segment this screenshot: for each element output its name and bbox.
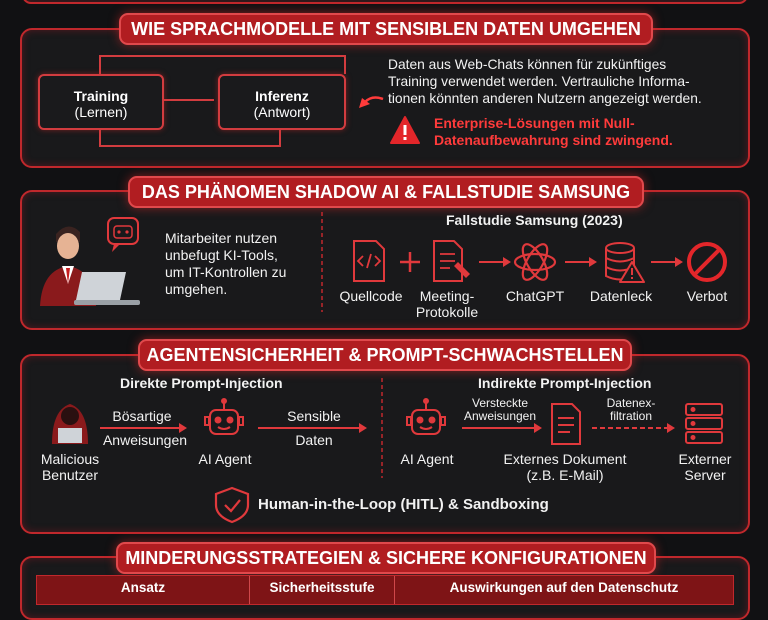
arrow-datenex: Datenex- xyxy=(606,396,656,410)
section1-title: WIE SPRACHMODELLE MIT SENSIBLEN DATEN UMGEHEN xyxy=(119,13,653,45)
samsung-case-title: Fallstudie Samsung (2023) xyxy=(446,212,623,228)
step-chatgpt: ChatGPT xyxy=(505,288,565,304)
robot-icon xyxy=(205,399,243,434)
training-subtitle: (Lernen) xyxy=(74,104,128,120)
malicious-label-1: Malicious xyxy=(40,451,100,467)
malicious-label-2: Benutzer xyxy=(41,467,99,483)
step-datenleck: Datenleck xyxy=(589,288,653,304)
desc-line-1: Daten aus Web-Chats können für zukünftiges xyxy=(388,57,667,72)
arrow-boesartige: Bösartige xyxy=(112,408,172,424)
hitl-label: Human-in-the-Loop (HITL) & Sandboxing xyxy=(258,496,549,513)
header-auswirkungen: Auswirkungen auf den Datenschutz xyxy=(449,580,679,595)
training-title: Training xyxy=(73,88,129,104)
document-label-2: (z.B. E-Mail) xyxy=(526,467,604,483)
robot-icon-2 xyxy=(407,399,445,434)
section3-title: AGENTENSICHERHEIT & PROMPT-SCHWACHSTELLEN xyxy=(138,339,632,371)
server-icon xyxy=(686,404,722,443)
arrow-filtration: filtration xyxy=(609,409,653,423)
header-sicherheitsstufe: Sicherheitsstufe xyxy=(269,580,375,595)
arrow-anweisungen-2: Anweisungen xyxy=(463,409,537,423)
shadow-line-2: unbefugt KI-Tools, xyxy=(165,247,278,263)
indirect-injection-title: Indirekte Prompt-Injection xyxy=(478,375,652,391)
step-meeting-line1: Meeting- xyxy=(419,288,475,304)
shadow-line-3: um IT-Kontrollen zu xyxy=(165,264,287,280)
document-icon xyxy=(552,404,580,444)
server-label-2: Server xyxy=(684,467,726,483)
arrow-sensible: Sensible xyxy=(287,408,341,424)
shadow-line-1: Mitarbeiter nutzen xyxy=(165,230,278,246)
desc-line-3: tionen könnten anderen Nutzern angezeigt werden. xyxy=(388,91,702,106)
desc-line-2: Training verwendet werden. Vertrauliche Informa- xyxy=(388,74,690,89)
section4-title: MINDERUNGSSTRATEGIEN & SICHERE KONFIGURATIONEN xyxy=(116,542,656,574)
agent2-label: AI Agent xyxy=(400,451,454,467)
step-quellcode: Quellcode xyxy=(339,288,403,304)
document-label-1: Externes Dokument xyxy=(503,451,627,467)
inferenz-subtitle: (Antwort) xyxy=(253,104,311,120)
arrow-anweisungen: Anweisungen xyxy=(102,432,188,448)
agent-label: AI Agent xyxy=(198,451,252,467)
direct-injection-title: Direkte Prompt-Injection xyxy=(120,375,283,391)
inferenz-title: Inferenz xyxy=(255,88,309,104)
header-ansatz: Ansatz xyxy=(120,580,166,595)
step-verbot: Verbot xyxy=(686,288,728,304)
arrow-daten: Daten xyxy=(295,432,333,448)
warning-line-1: Enterprise-Lösungen mit Null- xyxy=(434,115,635,131)
arrow-versteckte: Versteckte xyxy=(471,396,529,410)
shadow-line-4: umgehen. xyxy=(165,281,228,297)
server-label-1: Externer xyxy=(678,451,732,467)
mitigation-table-header xyxy=(36,575,734,605)
shield-check-icon xyxy=(216,488,248,522)
section2-title: DAS PHÄNOMEN SHADOW AI & FALLSTUDIE SAMSUNG xyxy=(128,176,644,208)
step-meeting-line2: Protokolle xyxy=(415,304,479,320)
hacker-icon xyxy=(52,404,88,444)
warning-line-2: Datenaufbewahrung sind zwingend. xyxy=(434,132,673,148)
